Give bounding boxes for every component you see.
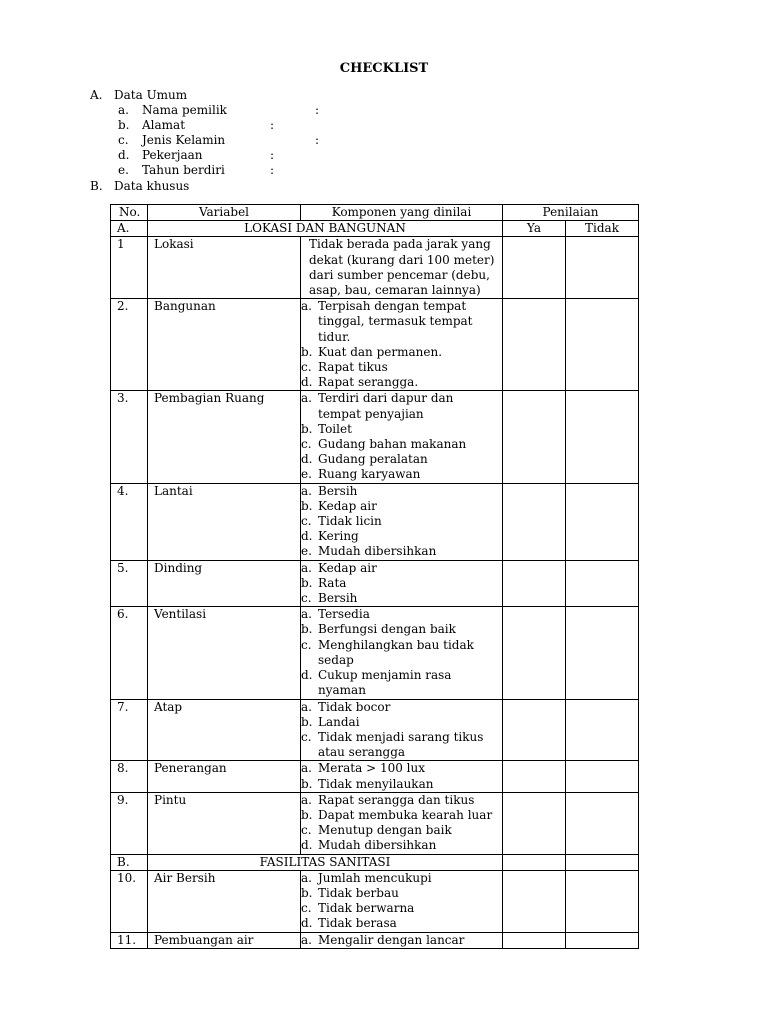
item-letter: c.: [301, 514, 312, 529]
table-row: [111, 607, 639, 699]
document-title: CHECKLIST: [339, 61, 429, 76]
tidak-checkbox-cell[interactable]: [566, 932, 639, 948]
field-alamat: [118, 118, 275, 133]
row-number: 3.: [111, 391, 148, 483]
section-b-letter: B.: [90, 179, 103, 193]
item-text: Kedap air: [318, 498, 377, 513]
ya-checkbox-cell[interactable]: [503, 607, 566, 699]
component-item: [301, 622, 499, 637]
item-letter: b.: [301, 885, 313, 900]
item-letter: a.: [301, 870, 312, 885]
item-letter: e.: [301, 467, 312, 482]
table-row: [111, 792, 639, 854]
item-text: Ruang karyawan: [318, 467, 421, 482]
component-item: [301, 437, 499, 452]
tidak-checkbox-cell[interactable]: [566, 607, 639, 699]
item-text: Terpisah dengan tempat tinggal, termasuk tempat tidur.: [318, 299, 473, 344]
item-text: Mudah dibersihkan: [318, 838, 437, 853]
row-number: 5.: [111, 560, 148, 607]
tidak-checkbox-cell[interactable]: [566, 391, 639, 483]
header-variabel: Variabel: [148, 205, 301, 221]
ya-checkbox-cell[interactable]: [503, 932, 566, 948]
table-row: [111, 299, 639, 391]
item-text: Terdiri dari dapur dan tempat penyajian: [318, 391, 454, 421]
tidak-checkbox-cell[interactable]: [566, 792, 639, 854]
section-a-letter: A.: [90, 88, 103, 102]
item-text: Tidak licin: [318, 514, 382, 529]
header-ya: Ya: [503, 221, 566, 237]
header-no: No.: [111, 205, 148, 221]
component-item: [301, 933, 499, 948]
component-list: [301, 561, 499, 607]
item-letter: a.: [301, 391, 312, 406]
table-row: [111, 391, 639, 483]
group-label: LOKASI DAN BANGUNAN: [148, 221, 503, 237]
ya-checkbox-cell[interactable]: [503, 560, 566, 607]
component-item: [301, 452, 499, 467]
group-number: B.: [111, 854, 148, 870]
field-nama-pemilik: [118, 103, 320, 118]
item-text: Mengalir dengan lancar: [318, 932, 465, 947]
field-letter: b.: [118, 118, 130, 132]
component-cell: [301, 932, 503, 948]
row-number: 2.: [111, 299, 148, 391]
component-item: [301, 793, 499, 808]
row-variable: Pintu: [148, 792, 301, 854]
item-letter: a.: [301, 932, 312, 947]
item-text: Kedap air: [318, 560, 377, 575]
row-number: 4.: [111, 483, 148, 560]
field-tahun-berdiri: [118, 163, 275, 178]
component-item: [301, 886, 499, 901]
table-row: [111, 761, 639, 792]
tidak-checkbox-cell[interactable]: [566, 699, 639, 761]
component-list: [301, 484, 499, 560]
group-row-a: [111, 221, 639, 237]
item-letter: c.: [301, 591, 312, 606]
item-text: Kuat dan permanen.: [318, 344, 443, 359]
ya-checkbox-cell[interactable]: [503, 792, 566, 854]
component-cell: [301, 391, 503, 483]
tidak-checkbox-cell[interactable]: [566, 299, 639, 391]
component-item: [301, 345, 499, 360]
component-cell: [301, 483, 503, 560]
field-colon: :: [315, 133, 320, 147]
item-letter: d.: [301, 668, 313, 683]
component-item: [301, 730, 499, 760]
item-letter: a.: [301, 761, 312, 776]
ya-checkbox-cell[interactable]: [503, 483, 566, 560]
row-variable: Pembagian Ruang: [148, 391, 301, 483]
component-item: [301, 484, 499, 499]
component-item: [301, 607, 499, 622]
item-text: Tidak bocor: [318, 699, 391, 714]
item-text: Kering: [318, 529, 359, 544]
component-item: [301, 591, 499, 606]
item-text: Bersih: [318, 483, 358, 498]
item-text: Cukup menjamin rasa nyaman: [318, 668, 452, 698]
item-text: Gudang peralatan: [318, 452, 428, 467]
checklist-table: [110, 204, 639, 949]
item-text: Tidak berasa: [318, 916, 397, 931]
row-number: 1: [111, 237, 148, 299]
component-item: [301, 777, 499, 792]
component-item: [301, 715, 499, 730]
tidak-checkbox-cell[interactable]: [566, 483, 639, 560]
row-number: 6.: [111, 607, 148, 699]
component-cell: [301, 607, 503, 699]
tidak-checkbox-cell[interactable]: [566, 560, 639, 607]
component-item: [301, 901, 499, 916]
row-number: 9.: [111, 792, 148, 854]
component-list: [301, 793, 499, 854]
item-letter: b.: [301, 344, 313, 359]
component-item: [301, 544, 499, 559]
component-item: [301, 514, 499, 529]
row-number: 10.: [111, 870, 148, 932]
item-letter: b.: [301, 421, 313, 436]
component-item: [301, 808, 499, 823]
item-text: Gudang bahan makanan: [318, 437, 467, 452]
item-letter: b.: [301, 807, 313, 822]
component-item: [301, 529, 499, 544]
tidak-checkbox-cell[interactable]: [566, 854, 639, 870]
component-cell: [301, 560, 503, 607]
table-row: [111, 870, 639, 932]
section-a-heading: [90, 88, 187, 103]
item-text: Dapat membuka kearah luar: [318, 807, 493, 822]
item-text: Rapat tikus: [318, 360, 388, 375]
field-label: Jenis Kelamin: [142, 133, 226, 147]
field-pekerjaan: [118, 148, 275, 163]
item-text: Jumlah mencukupi: [318, 870, 432, 885]
component-item: [301, 823, 499, 838]
ya-checkbox-cell[interactable]: [503, 699, 566, 761]
item-letter: c.: [301, 360, 312, 375]
field-colon: :: [270, 148, 275, 162]
table-row: [111, 483, 639, 560]
item-text: Berfungsi dengan baik: [318, 622, 456, 637]
ya-checkbox-cell[interactable]: [503, 237, 566, 299]
component-cell: [301, 299, 503, 391]
ya-checkbox-cell[interactable]: [503, 854, 566, 870]
item-letter: a.: [301, 560, 312, 575]
group-number: A.: [111, 221, 148, 237]
item-text: Rapat serangga dan tikus: [318, 792, 475, 807]
component-item: [301, 838, 499, 853]
item-letter: a.: [301, 299, 312, 314]
row-variable: Penerangan: [148, 761, 301, 792]
tidak-checkbox-cell[interactable]: [566, 870, 639, 932]
item-letter: a.: [301, 483, 312, 498]
item-text: Tidak menjadi sarang tikus atau serangga: [318, 729, 484, 760]
row-variable: Ventilasi: [148, 607, 301, 699]
header-komponen: Komponen yang dinilai: [301, 205, 503, 221]
item-letter: c.: [301, 437, 312, 452]
component-item: [301, 700, 499, 715]
component-cell: [301, 870, 503, 932]
item-text: Landai: [318, 714, 360, 729]
section-b-label: Data khusus: [114, 179, 190, 193]
field-colon: :: [270, 163, 275, 177]
group-row-b: [111, 854, 639, 870]
item-text: Tidak menyilaukan: [318, 776, 434, 791]
component-list: [301, 299, 499, 390]
field-label: Alamat: [142, 118, 186, 132]
component-list: [301, 391, 499, 482]
table-row: [111, 932, 639, 948]
item-text: Rata: [318, 575, 347, 590]
item-text: Menutup dengan baik: [318, 823, 452, 838]
tidak-checkbox-cell[interactable]: [566, 237, 639, 299]
item-text: Tidak berwarna: [318, 901, 415, 916]
item-letter: a.: [301, 699, 312, 714]
ya-checkbox-cell[interactable]: [503, 299, 566, 391]
field-label: Tahun berdiri: [142, 163, 225, 177]
field-label: Pekerjaan: [142, 148, 203, 162]
row-variable: Air Bersih: [148, 870, 301, 932]
header-tidak: Tidak: [566, 221, 639, 237]
item-letter: e.: [301, 544, 312, 559]
ya-checkbox-cell[interactable]: [503, 391, 566, 483]
item-letter: d.: [301, 838, 313, 853]
component-item: [301, 360, 499, 375]
field-letter: a.: [118, 103, 129, 117]
row-variable: Lokasi: [148, 237, 301, 299]
component-text: Tidak berada pada jarak yang dekat (kurang dari 100 meter) dari sumber pencemar (debu, asap, bau, cemaran lainnya): [309, 237, 495, 298]
component-list: [301, 700, 499, 761]
item-letter: c.: [301, 729, 312, 744]
header-penilaian: Penilaian: [503, 205, 639, 221]
group-label: FASILITAS SANITASI: [148, 854, 503, 870]
item-letter: b.: [301, 498, 313, 513]
component-list: [301, 607, 499, 698]
component-item: [301, 916, 499, 931]
component-item: [301, 499, 499, 514]
item-letter: b.: [301, 622, 313, 637]
row-variable: Pembuangan air: [148, 932, 301, 948]
component-item: [301, 668, 499, 698]
item-text: Rapat serangga.: [318, 375, 419, 390]
ya-checkbox-cell[interactable]: [503, 870, 566, 932]
field-colon: :: [315, 103, 320, 117]
item-letter: a.: [301, 792, 312, 807]
component-cell: [301, 792, 503, 854]
row-number: 11.: [111, 932, 148, 948]
component-item: [301, 561, 499, 576]
item-letter: c.: [301, 823, 312, 838]
row-variable: Bangunan: [148, 299, 301, 391]
item-text: Toilet: [318, 421, 352, 436]
component-list: [301, 871, 499, 932]
item-text: Bersih: [318, 591, 358, 606]
row-number: 8.: [111, 761, 148, 792]
field-letter: c.: [118, 133, 129, 147]
component-list: [301, 933, 499, 948]
component-item: [301, 375, 499, 390]
section-b-heading: [90, 179, 189, 194]
row-variable: Lantai: [148, 483, 301, 560]
row-number: 7.: [111, 699, 148, 761]
item-letter: d.: [301, 529, 313, 544]
table-row: [111, 699, 639, 761]
item-text: Menghilangkan bau tidak sedap: [318, 637, 474, 667]
tidak-checkbox-cell[interactable]: [566, 761, 639, 792]
component-item: [301, 871, 499, 886]
item-letter: b.: [301, 714, 313, 729]
component-item: [301, 638, 499, 668]
component-cell: [301, 237, 503, 299]
section-a-label: Data Umum: [114, 88, 188, 102]
item-letter: c.: [301, 637, 312, 652]
component-cell: [301, 699, 503, 761]
item-letter: b.: [301, 575, 313, 590]
component-list: [301, 761, 499, 791]
row-variable: Atap: [148, 699, 301, 761]
header-row: [111, 205, 639, 221]
component-item: [301, 576, 499, 591]
component-item: [301, 467, 499, 482]
component-item: [301, 391, 499, 421]
component-item: [301, 422, 499, 437]
item-letter: a.: [301, 607, 312, 622]
item-text: Tidak berbau: [318, 885, 399, 900]
row-variable: Dinding: [148, 560, 301, 607]
table-row: [111, 560, 639, 607]
item-letter: d.: [301, 916, 313, 931]
item-text: Mudah dibersihkan: [318, 544, 437, 559]
item-letter: d.: [301, 375, 313, 390]
table-row: [111, 237, 639, 299]
component-cell: [301, 761, 503, 792]
component-item: [301, 299, 499, 345]
item-text: Tersedia: [318, 607, 370, 622]
field-colon: :: [270, 118, 275, 132]
field-letter: e.: [118, 163, 129, 177]
ya-checkbox-cell[interactable]: [503, 761, 566, 792]
item-letter: d.: [301, 452, 313, 467]
item-text: Merata > 100 lux: [318, 761, 425, 776]
component-item: [301, 761, 499, 776]
field-label: Nama pemilik: [142, 103, 227, 117]
item-letter: b.: [301, 776, 313, 791]
field-letter: d.: [118, 148, 130, 162]
field-jenis-kelamin: [118, 133, 320, 148]
item-letter: c.: [301, 901, 312, 916]
